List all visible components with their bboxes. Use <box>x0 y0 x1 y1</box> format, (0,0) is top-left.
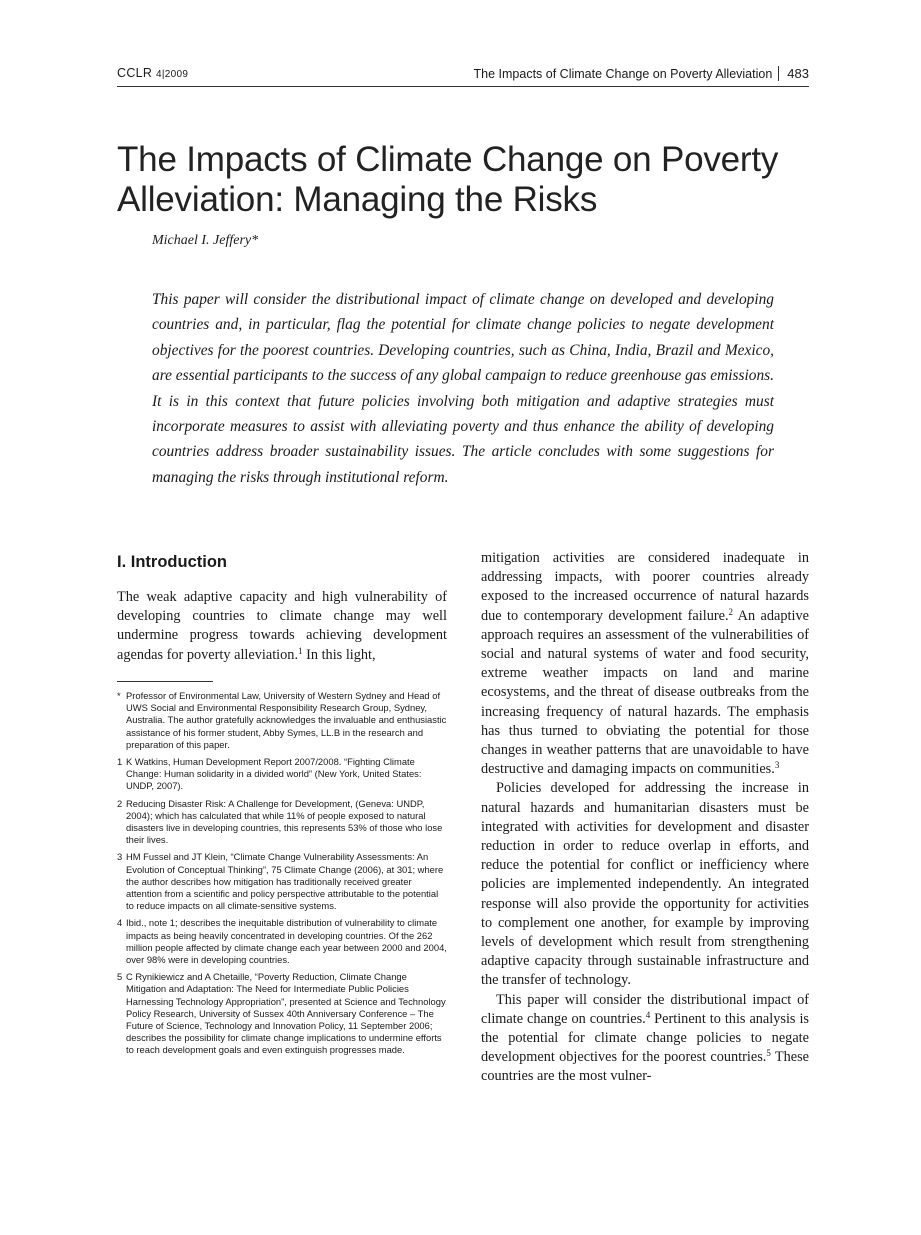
footnote-mark: 2 <box>117 797 123 809</box>
paragraph-text: Pertinent to this analysis is the potential for climate change policies to negate development objectives for the poorest countries. <box>481 1010 809 1066</box>
footnote-ref-2[interactable]: 2 <box>728 606 734 617</box>
intro-paragraph <box>117 588 447 665</box>
footnote-5 <box>117 971 447 1056</box>
footnote-3 <box>117 851 447 912</box>
body-paragraph-1 <box>481 549 809 779</box>
footnote-author <box>117 690 447 751</box>
footnote-mark: 5 <box>117 971 123 983</box>
body-paragraph-3 <box>481 991 809 1087</box>
page-number: 483 <box>778 66 809 81</box>
section-heading: I. Introduction <box>117 553 227 571</box>
footnote-text: Professor of Environmental Law, University of Western Sydney and Head of UWS Social and Environmental Responsibility Research Group, Sydney, Australia. The author gratefully acknowledges the invaluable and enthusiastic assistance of his former student, Abby Symes, LL.B in the research and preparation of this paper. <box>126 690 447 750</box>
intro-text: The weak adaptive capacity and high vulnerability of developing countries to climate change may well undermine progress towards achieving development agendas for poverty alleviation. <box>117 589 447 663</box>
footnote-1 <box>117 756 447 793</box>
article-title: The Impacts of Climate Change on Poverty Alleviation: Managing the Risks <box>117 140 779 219</box>
body-paragraph-2: Policies developed for addressing the increase in natural hazards and humanitarian disasters must be integrated with activities for development and disaster reduction in order to reduce overlap in efforts, and reduce the potential for conflict or inefficiency where policies are implemented independently. An integrated response will also provide the opportunity for activities to complement one another, for example by improving levels of development which result from strengthening adaptive capacity through sustainable infrastructure and the transfer of technology. <box>481 780 809 989</box>
footnote-mark: * <box>117 690 121 701</box>
footnote-ref-4[interactable]: 4 <box>645 1009 651 1020</box>
footnote-text: C Rynikiewicz and A Chetaille, “Poverty Reduction, Climate Change Mitigation and Adaptation: The Need for Intermediate Public Policies Harnessing Technology Appropriation”, presented at Science and Technology Policy Research, University of Sussex 40th Anniversary Conference – The Future of Science, Technology and Innovation Policy, 11 September 2006; describes the possibility for climate change implications to undermine efforts to reach development goals and even extinguish progresses made. <box>126 971 446 1056</box>
footnote-4 <box>117 917 447 966</box>
footnote-mark: 3 <box>117 851 123 863</box>
paragraph-text: An adaptive approach requires an assessment of the vulnerabilities of social and natural systems of water and food security, extreme weather impacts on land and marine ecosystems, and the threat of disease outbreaks from the increasing frequency of natural hazards. The emphasis has thus turned to obviating the potential for those changes in weather patterns that are unavoidable to have destructive and damaging impacts on communities. <box>481 607 809 778</box>
footnote-text: K Watkins, Human Development Report 2007/2008. “Fighting Climate Change: Human solidarity in a divided world” (New York, United States: UNDP, 2007). <box>126 756 422 792</box>
footnotes <box>117 690 447 1062</box>
abstract: This paper will consider the distributional impact of climate change on developed and developing countries and, in particular, flag the potential for climate change policies to negate development objectives for the poorest countries. Developing countries, such as China, India, Brazil and Mexico, are essential participants to the success of any global campaign to reduce greenhouse gas emissions. It is in this context that future policies involving both mitigation and adaptive strategies must incorporate measures to assist with alleviating poverty and thus enhance the ability of developing countries address broader sustainability issues. The article concludes with some suggestions for managing the risks through institutional reform. <box>152 291 774 486</box>
footnote-text: Reducing Disaster Risk: A Challenge for Development, (Geneva: UNDP, 2004); which has calculated that while 11% of people exposed to natural disasters live in developing countries, this represents 53% of those who lose their lives. <box>126 797 443 846</box>
paragraph-text: These countries are the most vulner- <box>481 1049 810 1085</box>
running-title: The Impacts of Climate Change on Poverty Alleviation <box>473 67 773 81</box>
footnote-2 <box>117 798 447 847</box>
running-title-block <box>474 66 809 81</box>
paragraph-text: mitigation activities are considered inadequate in addressing impacts, with poorer countries already exposed to the increased occurrence of natural hazards due to contemporary development failure. <box>481 550 809 624</box>
footnote-ref-1[interactable]: 1 <box>298 645 303 656</box>
footnote-ref-3[interactable]: 3 <box>774 760 780 771</box>
footnote-mark: 1 <box>117 756 123 768</box>
running-header <box>117 66 809 87</box>
footnote-text: HM Fussel and JT Klein, “Climate Change Vulnerability Assessments: An Evolution of Conceptual Thinking”, 75 Climate Change (2006), at 301; where the author describes how mitigation has traditionally received greater attention from a scientific and policy perspective attributable to the potential to reduce impacts on all climate-sensitive systems. <box>126 851 444 912</box>
footnote-ref-5[interactable]: 5 <box>766 1048 771 1059</box>
paragraph-text: This paper will consider the distributional impact of climate change on countries. <box>481 991 809 1027</box>
journal-citation <box>117 66 188 80</box>
footnote-mark: 4 <box>117 917 123 929</box>
footnote-text: Ibid., note 1; describes the inequitable distribution of vulnerability to climate impacts as being heavily concentrated in developing countries. Of the 262 million people affected by climate change each year between 2000 and 2004, over 98% were in developing countries. <box>126 917 447 966</box>
intro-tail: In this light, <box>302 646 376 663</box>
issue-number: 4|2009 <box>156 69 189 80</box>
right-column <box>481 549 809 1087</box>
footnote-divider <box>117 681 213 682</box>
journal-name: CCLR <box>117 66 153 80</box>
author-name: Michael I. Jeffery* <box>152 233 259 248</box>
